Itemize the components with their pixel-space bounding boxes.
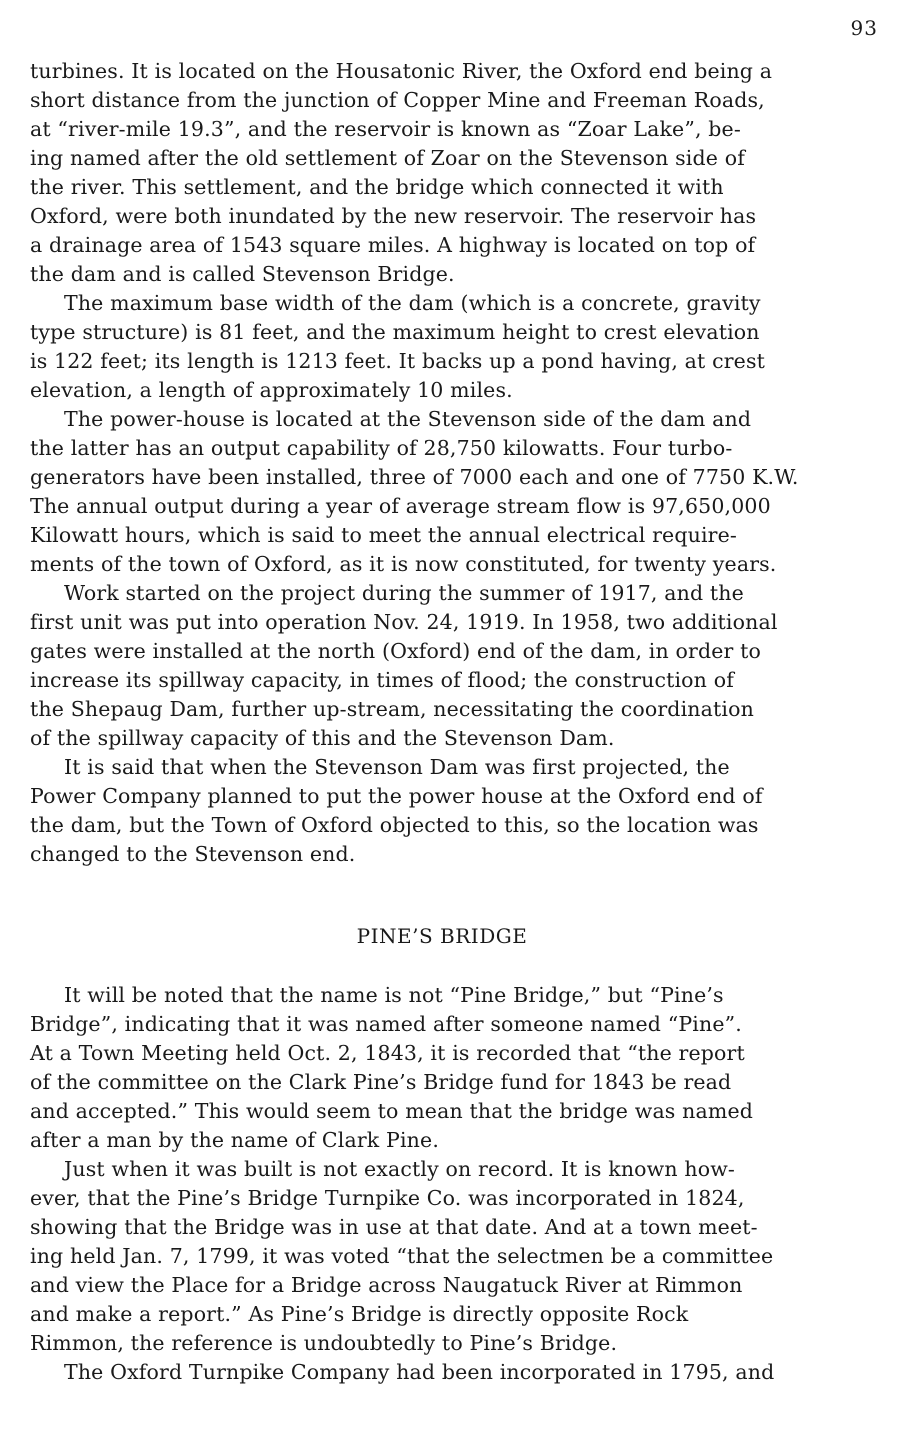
text-line: It will be noted that the name is not “Pine Bridge,” but “Pine’s [64,983,724,1007]
paragraph [30,753,890,869]
text-line: generators have been installed, three of 7000 each and one of 7750 K.W. [30,465,799,489]
text-line: and view the Place for a Bridge across Naugatuck River at Rimmon [30,1273,743,1297]
text-line: the Shepaug Dam, further up-stream, necessitating the coordination [30,697,754,721]
text-line: The annual output during a year of average stream flow is 97,650,000 [30,494,771,518]
text-line: the dam and is called Stevenson Bridge. [30,262,455,286]
text-line: The power-house is located at the Stevenson side of the dam and [64,407,752,431]
text-line: first unit was put into operation Nov. 24, 1919. In 1958, two additional [30,610,778,634]
text-line: after a man by the name of Clark Pine. [30,1128,439,1152]
text-line: is 122 feet; its length is 1213 feet. It backs up a pond having, at crest [30,349,765,373]
paragraph [30,1358,890,1387]
text-line: Power Company planned to put the power house at the Oxford end of [30,784,763,808]
text-line: of the spillway capacity of this and the Stevenson Dam. [30,726,615,750]
text-line: and make a report.” As Pine’s Bridge is directly opposite Rock [30,1302,689,1326]
text-line: turbines. It is located on the Housatonic River, the Oxford end being a [30,59,773,83]
text-line: The Oxford Turnpike Company had been incorporated in 1795, and [64,1360,775,1384]
text-line: gates were installed at the north (Oxford) end of the dam, in order to [30,639,761,663]
text-line: short distance from the junction of Copper Mine and Freeman Roads, [30,88,765,112]
text-line: Bridge”, indicating that it was named after someone named “Pine”. [30,1012,742,1036]
text-line: the latter has an output capability of 28,750 kilowatts. Four turbo- [30,436,733,460]
text-line: The maximum base width of the dam (which is a concrete, gravity [64,291,761,315]
paragraph [30,57,890,289]
pines-bridge-text [30,981,890,1387]
text-line: Work started on the project during the summer of 1917, and the [64,581,744,605]
text-line: showing that the Bridge was in use at that date. And at a town meet- [30,1215,758,1239]
text-line: ing held Jan. 7, 1799, it was voted “that the selectmen be a committee [30,1244,774,1268]
text-line: at “river-mile 19.3”, and the reservoir is known as “Zoar Lake”, be- [30,117,741,141]
text-line: Kilowatt hours, which is said to meet the annual electrical require- [30,523,737,547]
text-line: At a Town Meeting held Oct. 2, 1843, it is recorded that “the report [30,1041,745,1065]
text-line: type structure) is 81 feet, and the maximum height to crest elevation [30,320,760,344]
paragraph [30,405,890,579]
text-line: the river. This settlement, and the bridge which connected it with [30,175,724,199]
text-line: elevation, a length of approximately 10 miles. [30,378,513,402]
text-line: the dam, but the Town of Oxford objected to this, so the location was [30,813,759,837]
paragraph [30,289,890,405]
paragraph [30,1155,890,1358]
paragraph [30,981,890,1155]
text-line: ments of the town of Oxford, as it is now constituted, for twenty years. [30,552,777,576]
text-line: changed to the Stevenson end. [30,842,356,866]
text-line: increase its spillway capacity, in times of flood; the construction of [30,668,734,692]
text-line: Oxford, were both inundated by the new reservoir. The reservoir has [30,204,757,228]
section-heading: PINE’S BRIDGE [356,924,528,948]
text-line: ing named after the old settlement of Zoar on the Stevenson side of [30,146,745,170]
text-line: and accepted.” This would seem to mean that the bridge was named [30,1099,754,1123]
stevenson-dam-text [30,57,890,869]
paragraph [30,579,890,753]
page-number: 93 [850,16,878,40]
text-line: of the committee on the Clark Pine’s Bridge fund for 1843 be read [30,1070,732,1094]
text-line: ever, that the Pine’s Bridge Turnpike Co. was incorporated in 1824, [30,1186,745,1210]
text-line: It is said that when the Stevenson Dam was first projected, the [64,755,730,779]
text-line: Rimmon, the reference is undoubtedly to Pine’s Bridge. [30,1331,618,1355]
text-line: a drainage area of 1543 square miles. A highway is located on top of [30,233,756,257]
text-line: Just when it was built is not exactly on record. It is known how- [64,1157,736,1181]
